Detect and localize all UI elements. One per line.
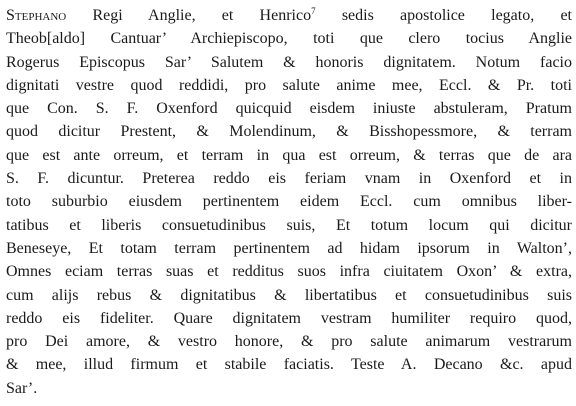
- text-line-12: Omnes eciam terras suas et redditus suos infra ciuitatem Oxon’ & extra,: [6, 263, 572, 281]
- text-line-1: [6, 4, 572, 27]
- charter-text: [6, 4, 572, 400]
- text-line-7: que est ante orreum, et terram in qua est orreum, & terras que de ara: [6, 146, 572, 164]
- text-line-10: tatibus et liberis consuetudinibus suis, Et totum locum qui dicitur: [6, 216, 572, 234]
- text-line-11: Beneseye, Et totam terram pertinentem ad hidam ipsorum in Walton’,: [6, 239, 572, 257]
- text-line-9: toto suburbio eiusdem pertinentem eidem Eccl. cum omnibus liber-: [6, 193, 572, 211]
- text-line-2: Theob[aldo] Cantuar’ Archiepiscopo, toti que clero tocius Anglie: [6, 30, 572, 48]
- text-line-16: & mee, illud firmum et stabile faciatis. Teste A. Decano &c. apud: [6, 356, 572, 374]
- line-1-segment-a: Regi Anglie, et Henrico: [66, 7, 312, 24]
- text-line-4: dignitati vestre quod reddidi, pro salute anime mee, Eccl. & Pr. toti: [6, 76, 572, 94]
- footnote-marker[interactable]: 7: [311, 6, 316, 16]
- text-line-8: S. F. dicuntur. Preterea reddo eis feriam vnam in Oxenford et in: [6, 170, 572, 188]
- text-line-14: reddo eis fideliter. Quare dignitatem vestram humiliter requiro quod,: [6, 309, 572, 327]
- text-line-17: Sar’.: [6, 379, 38, 397]
- text-line-13: cum alijs rebus & dignitatibus & libertatibus et consuetudinibus suis: [6, 286, 572, 304]
- addressee-name: Stephano: [6, 7, 67, 24]
- text-line-5: que Con. S. F. Oxenford quicquid eisdem iniuste abstuleram, Pratum: [6, 100, 572, 118]
- line-1-segment-b: sedis apostolice legato, et: [315, 7, 572, 24]
- text-line-6: quod dicitur Prestent, & Molendinum, & Bisshopessmore, & terram: [6, 123, 572, 141]
- text-line-3: Rogerus Episcopus Sar’ Salutem & honoris dignitatem. Notum facio: [6, 53, 572, 71]
- text-line-15: pro Dei amore, & vestro honore, & pro salute animarum vestrarum: [6, 333, 572, 351]
